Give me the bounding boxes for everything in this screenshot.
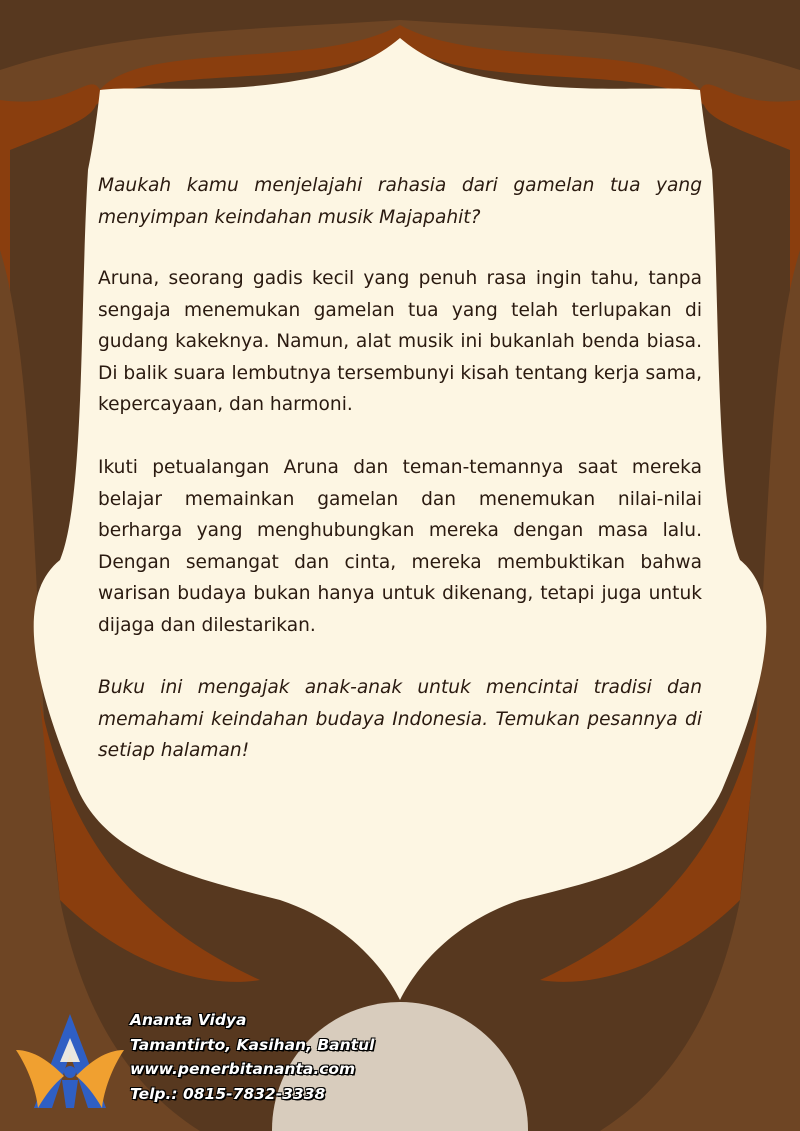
publisher-info: [130, 1008, 430, 1106]
publisher-address: Tamantirto, Kasihan, Bantul: [130, 1035, 375, 1054]
publisher-name: Ananta Vidya: [130, 1011, 247, 1029]
publisher-phone: Telp.: 0815-7832-3338: [130, 1084, 326, 1103]
synopsis-paragraph-2: Ikuti petualangan Aruna dan teman-temannya saat mereka belajar memainkan gamelan dan menemukan nilai-nilai berharga yang menghubungkan mereka dengan masa lalu. Dengan semangat dan cinta, mereka membuktikan bahwa warisan budaya bukan hanya untuk dikenang, tetapi juga untuk dijaga dan dilestarikan.: [98, 457, 702, 636]
closing-message: Buku ini mengajak anak-anak untuk mencintai tradisi dan memahami keindahan budaya Indonesia. Temukan pesannya di setiap halaman!: [98, 677, 702, 761]
publisher-logo-icon: [14, 1010, 126, 1112]
publisher-website[interactable]: www.penerbitananta.com: [130, 1060, 356, 1078]
synopsis-paragraph-1: Aruna, seorang gadis kecil yang penuh rasa ingin tahu, tanpa sengaja menemukan gamelan tua yang telah terlupakan di gudang kakeknya. Namun, alat musik ini bukanlah benda biasa. Di balik suara lembutnya tersembunyi kisah tentang kerja sama, kepercayaan, dan harmoni.: [98, 268, 702, 415]
intro-question: Maukah kamu menjelajahi rahasia dari gamelan tua yang menyimpan keindahan musik Majapahit?: [98, 175, 702, 228]
